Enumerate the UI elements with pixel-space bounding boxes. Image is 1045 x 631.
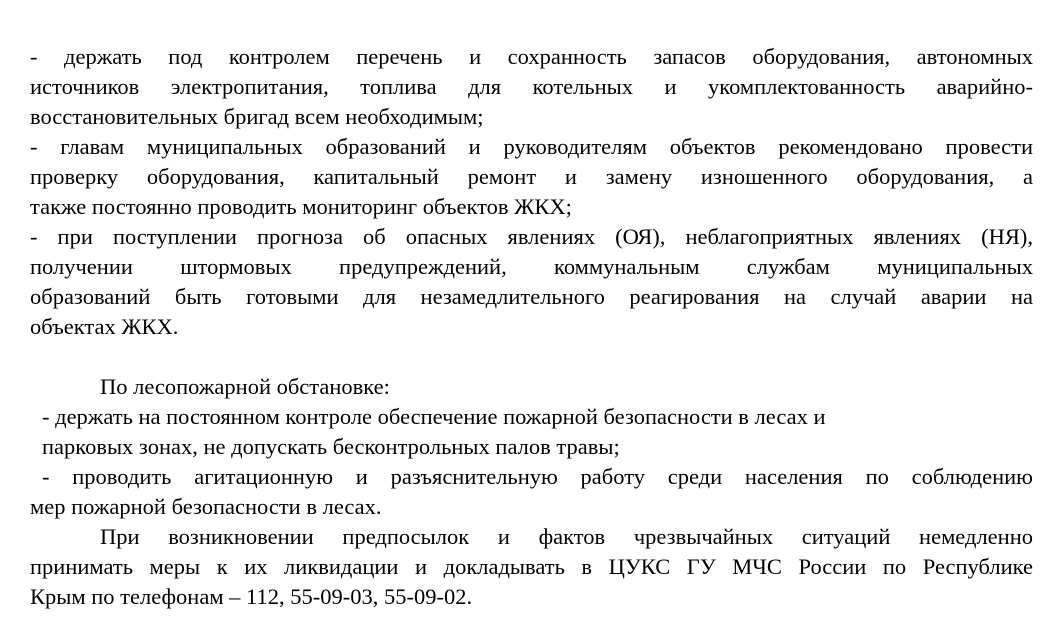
paragraph-forecast-response — [30, 222, 1033, 342]
text-line: При возникновении предпосылок и фактов чрезвычайных ситуаций немедленно — [100, 524, 1033, 549]
text-line: источников электропитания, топлива для котельных и укомплектованность аварийно- — [30, 74, 1033, 99]
section-heading: По лесопожарной обстановке: — [100, 374, 390, 399]
text-line: парковых зонах, не допускать бесконтрольных палов травы; — [42, 434, 620, 459]
text-line: получении штормовых предупреждений, коммунальным службам муниципальных — [30, 254, 1033, 279]
text-line: проверку оборудования, капитальный ремонт и замену изношенного оборудования, а — [30, 164, 1033, 189]
text-line: также постоянно проводить мониторинг объектов ЖКХ; — [30, 194, 572, 219]
text-line: принимать меры к их ликвидации и докладывать в ЦУКС ГУ МЧС России по Республике — [30, 554, 1033, 579]
paragraph-emergency-reporting — [30, 522, 1033, 612]
text-line: - держать на постоянном контроле обеспечение пожарной безопасности в лесах и — [42, 404, 826, 429]
text-line: мер пожарной безопасности в лесах. — [30, 494, 382, 519]
text-line: - главам муниципальных образований и руководителям объектов рекомендовано провести — [30, 134, 1033, 159]
paragraph-public-outreach — [30, 462, 1033, 522]
paragraph-municipal-heads — [30, 132, 1033, 222]
text-line: объектах ЖКХ. — [30, 314, 179, 339]
text-line: - проводить агитационную и разъяснительную работу среди населения по соблюдению — [42, 464, 1033, 489]
blank-line — [30, 342, 1033, 372]
text-line: образований быть готовыми для незамедлительного реагирования на случай аварии на — [30, 284, 1033, 309]
paragraph-fire-safety-control — [30, 402, 1033, 462]
paragraph-equipment-control — [30, 42, 1033, 132]
text-line: Крым по телефонам – 112, 55-09-03, 55-09-02. — [30, 584, 473, 609]
text-line: - при поступлении прогноза об опасных явлениях (ОЯ), неблагоприятных явлениях (НЯ), — [30, 224, 1033, 249]
document-page — [30, 42, 1033, 612]
text-line: восстановительных бригад всем необходимым; — [30, 104, 484, 129]
text-line: - держать под контролем перечень и сохранность запасов оборудования, автономных — [30, 44, 1033, 69]
